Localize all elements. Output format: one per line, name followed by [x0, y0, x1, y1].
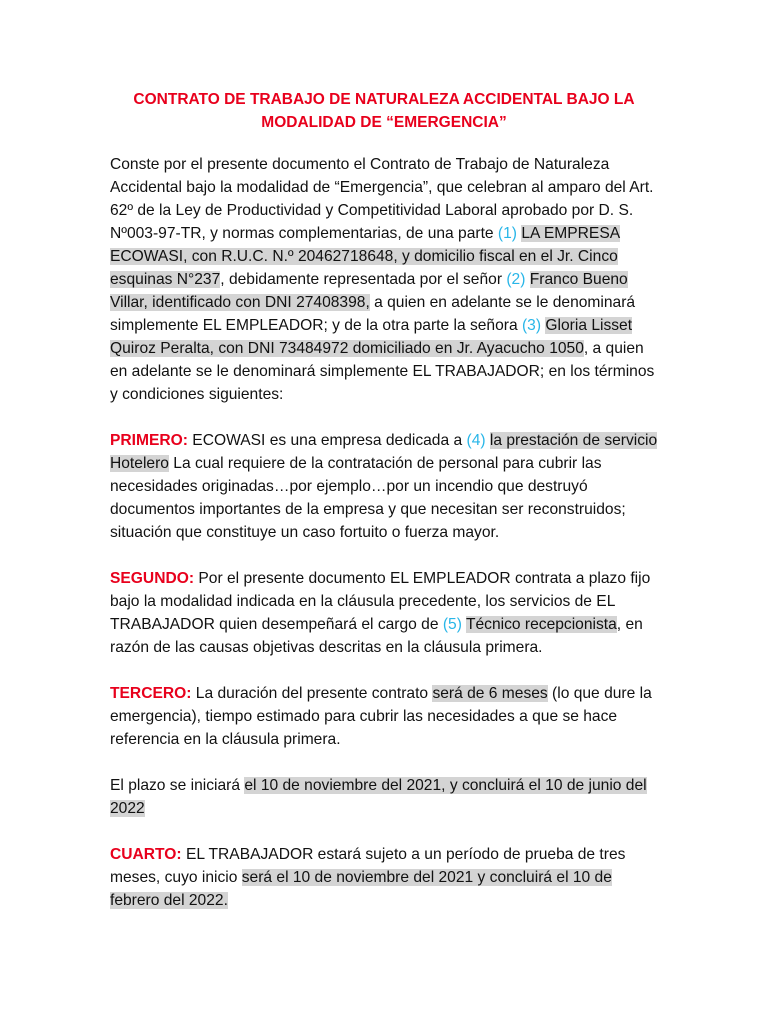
intro-text: , a quien en adelante se le denominará simplemente EL TRABAJADOR; en los términos y condiciones siguientes: — [110, 340, 655, 403]
worker-field: Gloria Lisset Quiroz Peralta, con DNI 73484972 domiciliado en Jr. Ayacucho 1050 — [110, 317, 633, 357]
field-number-3: (3) — [521, 317, 542, 334]
intro-text: Conste por el presente documento el Contrato de Trabajo de Naturaleza Accidental bajo la modalidad de “Emergencia”, que celebran al amparo del Art. 62º de la Ley de Productividad y Competitividad Laboral aprobado por D. S. Nº003-97-TR, y normas complementarias, de una parte — [110, 156, 654, 242]
clause-text: (lo que dure la emergencia), tiempo estimado para cubrir las necesidades a que se hace referencia en la cláusula primera. — [110, 685, 652, 748]
clause-primero — [110, 429, 658, 544]
duration-field: será de 6 meses — [432, 685, 548, 702]
intro-text: a quien en adelante se le denominará simplemente EL EMPLEADOR; y de la otra parte la señora — [110, 294, 636, 334]
business-activity-field: la prestación de servicio Hotelero — [110, 432, 658, 472]
intro-text: , debidamente representada por el señor — [220, 271, 507, 288]
field-number-1: (1) — [497, 225, 517, 242]
field-number-5: (5) — [442, 616, 462, 633]
contract-title: CONTRATO DE TRABAJO DE NATURALEZA ACCIDENTAL BAJO LA MODALIDAD DE “EMERGENCIA” — [133, 91, 635, 131]
clause-tercero — [110, 682, 658, 751]
term-paragraph — [110, 774, 658, 820]
clause-text: , en razón de las causas objetivas descritas en la cláusula primera. — [110, 616, 643, 656]
clause-label: CUARTO: — [110, 846, 182, 863]
term-text: El plazo se iniciará — [110, 777, 245, 794]
clause-label: PRIMERO: — [110, 432, 188, 449]
intro-paragraph — [110, 153, 658, 406]
clause-text: La duración del presente contrato — [191, 685, 433, 702]
clause-label: TERCERO: — [110, 685, 192, 702]
term-dates-field: el 10 de noviembre del 2021, y concluirá el 10 de junio del 2022 — [110, 777, 647, 817]
employer-field: LA EMPRESA ECOWASI, con R.U.C. N.º 20462718648, y domicilio fiscal en el Jr. Cinco esquinas N°237 — [110, 225, 621, 288]
clause-text: ECOWASI es una empresa dedicada a — [187, 432, 467, 449]
clause-label: SEGUNDO: — [110, 570, 195, 587]
representative-field: Franco Bueno Villar, identificado con DNI 27408398, — [110, 271, 628, 311]
field-number-2: (2) — [506, 271, 526, 288]
clause-text: EL TRABAJADOR estará sujeto a un período de prueba de tres meses, cuyo inicio — [110, 846, 626, 886]
clause-segundo — [110, 567, 658, 659]
clause-text: La cual requiere de la contratación de personal para cubrir las necesidades originadas…por ejemplo…por un incendio que destruyó documentos importantes de la empresa y que necesitan ser reconstruidos; situación que constituye un caso fortuito o fuerza mayor. — [110, 455, 626, 541]
clause-cuarto — [110, 843, 658, 912]
job-position-field: Técnico recepcionista — [465, 616, 617, 633]
contract-document — [110, 88, 658, 935]
trial-period-field: será el 10 de noviembre del 2021 y concluirá el 10 de febrero del 2022. — [110, 869, 612, 909]
clause-text: Por el presente documento EL EMPLEADOR contrata a plazo fijo bajo la modalidad indicada en la cláusula precedente, los servicios de EL TRABAJADOR quien desempeñará el cargo de — [110, 570, 651, 633]
field-number-4: (4) — [466, 432, 486, 449]
